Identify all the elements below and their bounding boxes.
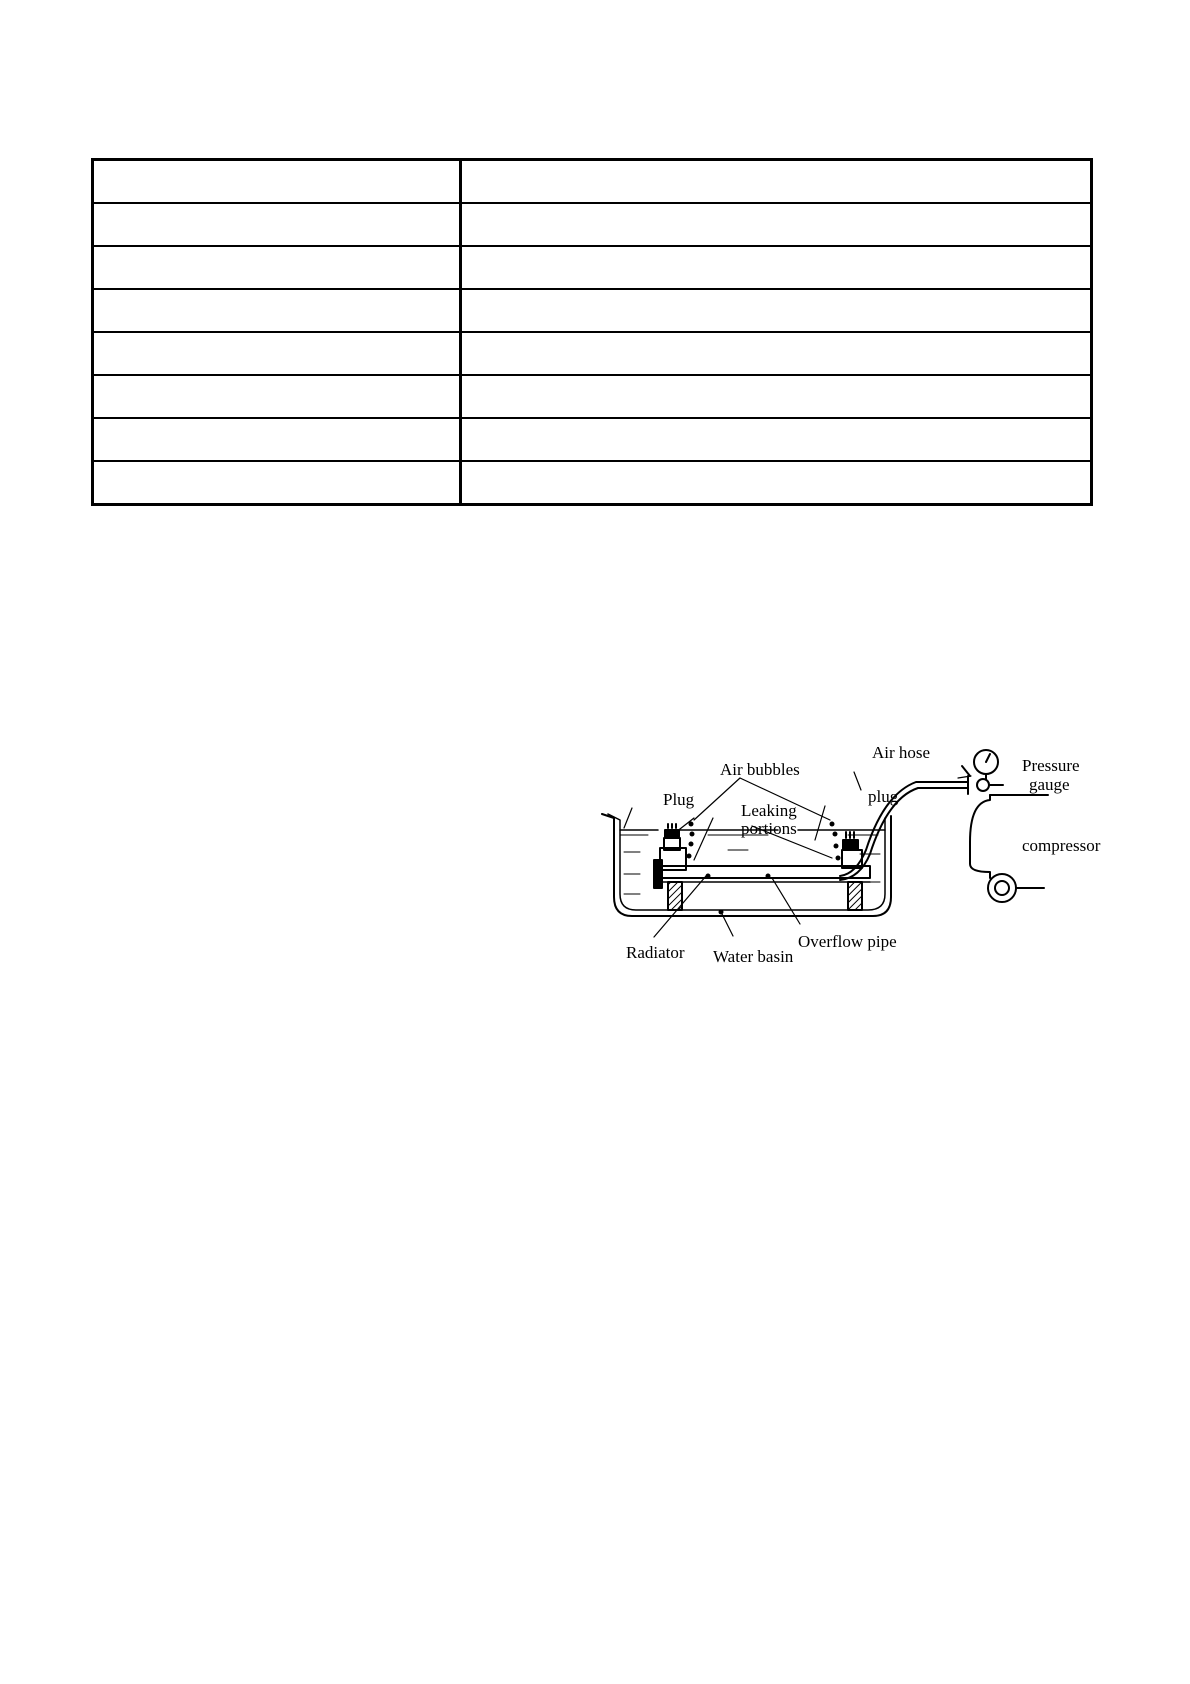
table-cell	[94, 161, 462, 202]
table-cell	[94, 333, 462, 374]
table-cell	[94, 247, 462, 288]
table-cell	[94, 376, 462, 417]
table-row	[94, 202, 1090, 245]
table-cell	[462, 376, 1090, 417]
table-row	[94, 374, 1090, 417]
table-cell	[462, 333, 1090, 374]
air-bubbles-label: Air bubbles	[720, 760, 800, 779]
table-cell	[94, 204, 462, 245]
right-plug-shape	[843, 840, 858, 850]
table-cell	[94, 462, 462, 503]
table-cell	[94, 419, 462, 460]
table-cell	[462, 204, 1090, 245]
table-cell	[462, 247, 1090, 288]
table-cell	[462, 462, 1090, 503]
plug-right-label: plug	[868, 787, 899, 806]
radiator-label: Radiator	[626, 943, 685, 962]
plug-left-label: Plug	[663, 790, 695, 809]
table-cell	[462, 161, 1090, 202]
compressor-label: compressor	[1022, 836, 1101, 855]
table-row	[94, 460, 1090, 503]
compressor-shape	[970, 795, 990, 878]
portions-label: portions	[741, 819, 797, 838]
water-basin-label: Water basin	[713, 947, 794, 966]
table-row	[94, 288, 1090, 331]
overflow-pipe-label: Overflow pipe	[798, 932, 897, 951]
table-cell	[462, 290, 1090, 331]
gauge-label: gauge	[1029, 775, 1070, 794]
table-row	[94, 161, 1090, 202]
pressure-label: Pressure	[1022, 756, 1080, 775]
leaking-label: Leaking	[741, 801, 797, 820]
air-hose-label: Air hose	[872, 743, 931, 762]
table-cell	[94, 290, 462, 331]
table-row	[94, 417, 1090, 460]
table-row	[94, 245, 1090, 288]
table-row	[94, 331, 1090, 374]
radiator-leak-test-diagram	[598, 742, 1130, 972]
blank-table	[91, 158, 1093, 506]
radiator-shape	[658, 866, 870, 878]
table-cell	[462, 419, 1090, 460]
